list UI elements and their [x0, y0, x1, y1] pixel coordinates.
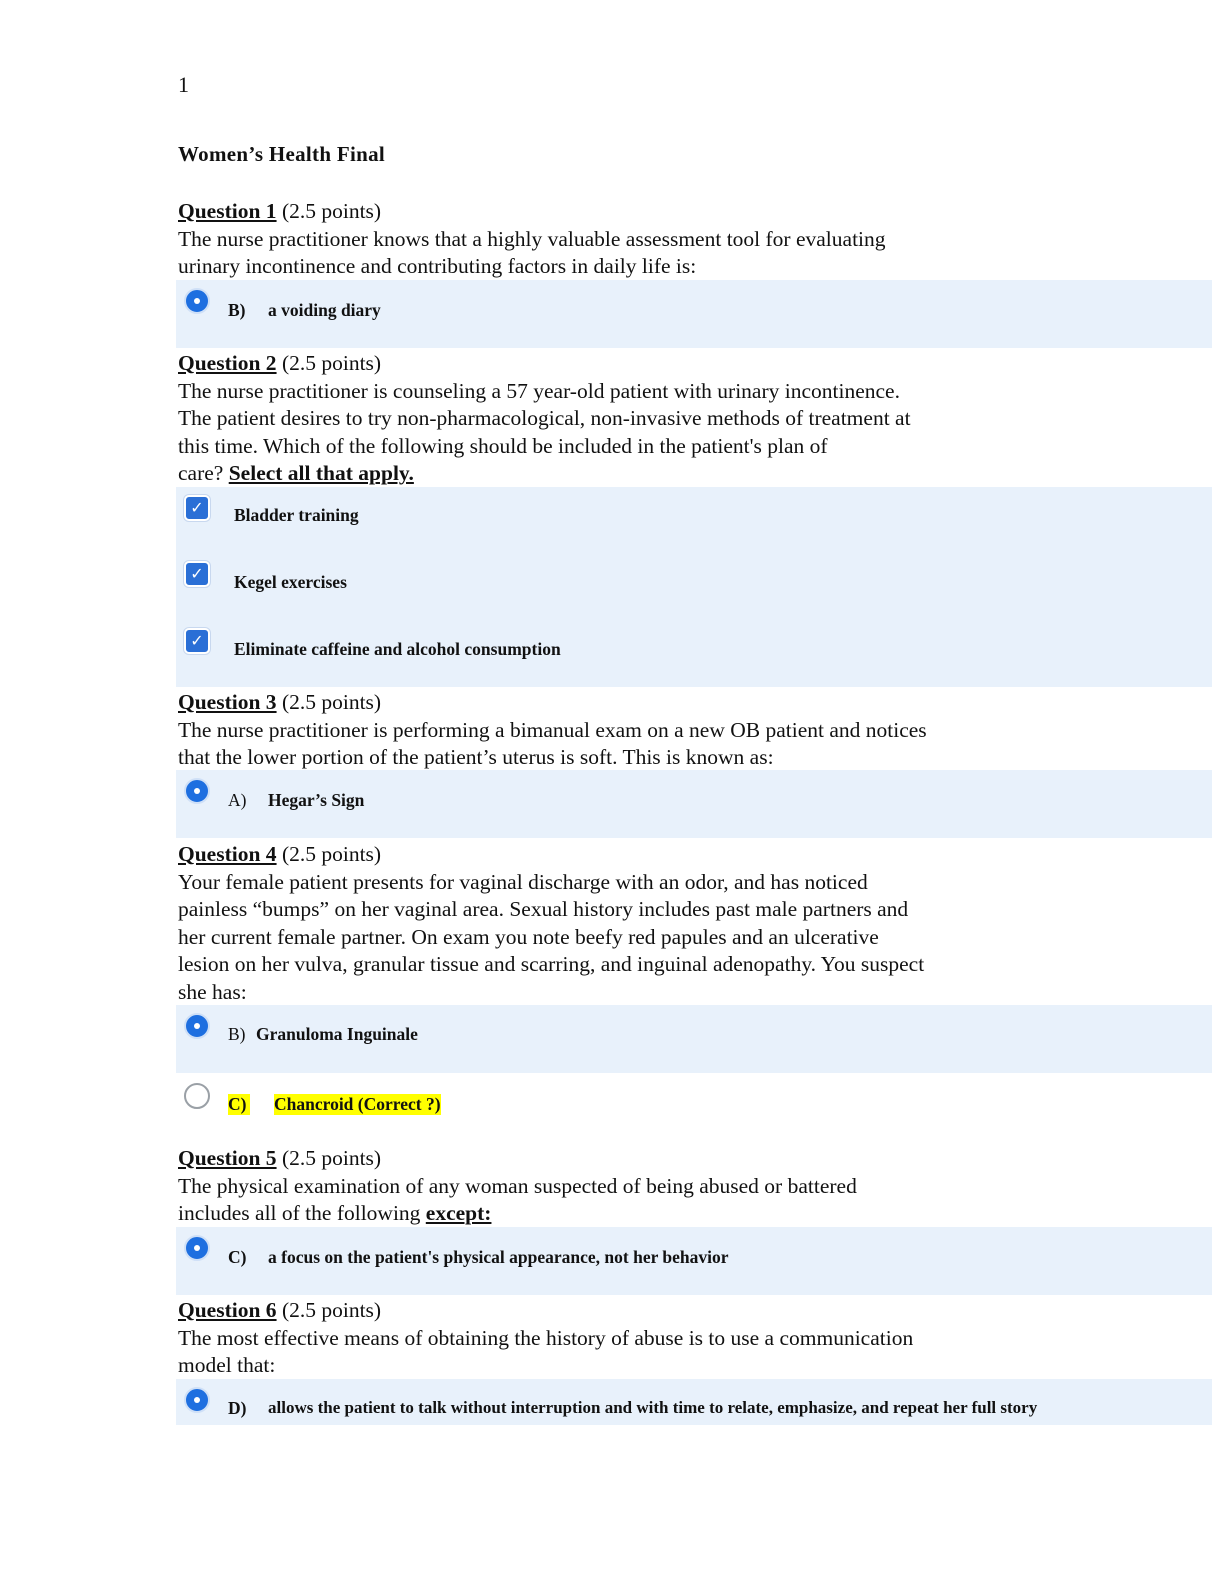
question-text-line: model that: [178, 1353, 276, 1377]
question-2 [178, 350, 1058, 488]
question-label: Question 3 [178, 690, 277, 714]
unselected-radio-icon[interactable] [184, 1083, 210, 1109]
question-6 [178, 1297, 1058, 1380]
answer-area [176, 1005, 1212, 1073]
question-text-line: The most effective means of obtaining the history of abuse is to use a communication [178, 1325, 914, 1350]
select-all-instruction: Select all that apply. [228, 461, 414, 485]
answer-option: B) Granuloma Inguinale [228, 1023, 418, 1044]
question-points: (2.5 points) [281, 351, 382, 375]
question-text-line: urinary incontinence and contributing factors in daily life is: [178, 254, 697, 278]
question-points: (2.5 points) [281, 1146, 382, 1170]
question-text-line: that the lower portion of the patient’s uterus is soft. This is known as: [178, 745, 774, 769]
question-5 [178, 1145, 1058, 1228]
question-label: Question 4 [178, 842, 277, 866]
question-points: (2.5 points) [281, 199, 382, 223]
document-title: Women’s Health Final [178, 142, 386, 166]
question-label: Question 1 [178, 199, 277, 223]
question-text-line: lesion on her vulva, granular tissue and scarring, and inguinal adenopathy. You suspect [178, 952, 925, 976]
selected-radio-icon[interactable] [184, 1387, 210, 1413]
answer-area [176, 1379, 1212, 1425]
question-1 [178, 198, 1058, 281]
question-text-line: Your female patient presents for vaginal discharge with an odor, and has noticed [178, 869, 868, 894]
answer-option: B) a voiding diary [228, 299, 381, 320]
answer-option: Bladder training [234, 504, 359, 525]
question-3 [178, 689, 1058, 772]
answer-option: A) Hegar’s Sign [228, 789, 365, 810]
question-points: (2.5 points) [281, 690, 382, 714]
question-label: Question 6 [178, 1298, 277, 1322]
question-text-line: her current female partner. On exam you note beefy red papules and an ulcerative [178, 924, 879, 949]
answer-area [176, 770, 1212, 838]
question-points: (2.5 points) [281, 842, 382, 866]
answer-area [176, 487, 1212, 687]
selected-radio-icon[interactable] [184, 1235, 210, 1261]
checked-checkbox-icon[interactable]: ✓ [184, 495, 210, 521]
question-text-line: The physical examination of any woman suspected of being abused or battered [178, 1173, 857, 1198]
question-label: Question 2 [178, 351, 277, 375]
question-label: Question 5 [178, 1146, 277, 1170]
answer-option: Kegel exercises [234, 571, 347, 592]
question-4 [178, 841, 1058, 1006]
question-text-line: The patient desires to try non-pharmacological, non-invasive methods of treatment at [178, 406, 911, 430]
answer-option: Eliminate caffeine and alcohol consumption [234, 638, 561, 659]
selected-radio-icon[interactable] [184, 778, 210, 804]
question-text-line: The nurse practitioner is performing a bimanual exam on a new OB patient and notices [178, 717, 927, 742]
question-text-line: The nurse practitioner is counseling a 57 year-old patient with urinary incontinence. [178, 378, 900, 403]
selected-radio-icon[interactable] [184, 1013, 210, 1039]
answer-option-highlighted: C) Chancroid (Correct ?) [228, 1093, 441, 1114]
answer-option: C) a focus on the patient's physical appearance, not her behavior [228, 1246, 729, 1267]
question-text-line: painless “bumps” on her vaginal area. Sexual history includes past male partners and [178, 897, 909, 921]
answer-area [176, 1227, 1212, 1295]
answer-option: D) allows the patient to talk without interruption and with time to relate, emphasize, and repeat her full story [228, 1397, 1038, 1418]
except-emphasis: except: [425, 1201, 492, 1225]
page-number: 1 [178, 72, 189, 97]
question-text-line: care? [178, 461, 229, 485]
question-text-line: she has: [178, 979, 247, 1004]
question-text-line: The nurse practitioner knows that a highly valuable assessment tool for evaluating [178, 226, 886, 251]
selected-radio-icon[interactable] [184, 288, 210, 314]
checked-checkbox-icon[interactable]: ✓ [184, 561, 210, 587]
checked-checkbox-icon[interactable]: ✓ [184, 628, 210, 654]
question-text-line: includes all of the following [178, 1201, 426, 1225]
question-text-line: this time. Which of the following should be included in the patient's plan of [178, 433, 828, 458]
question-points: (2.5 points) [281, 1298, 382, 1322]
answer-area [176, 280, 1212, 348]
